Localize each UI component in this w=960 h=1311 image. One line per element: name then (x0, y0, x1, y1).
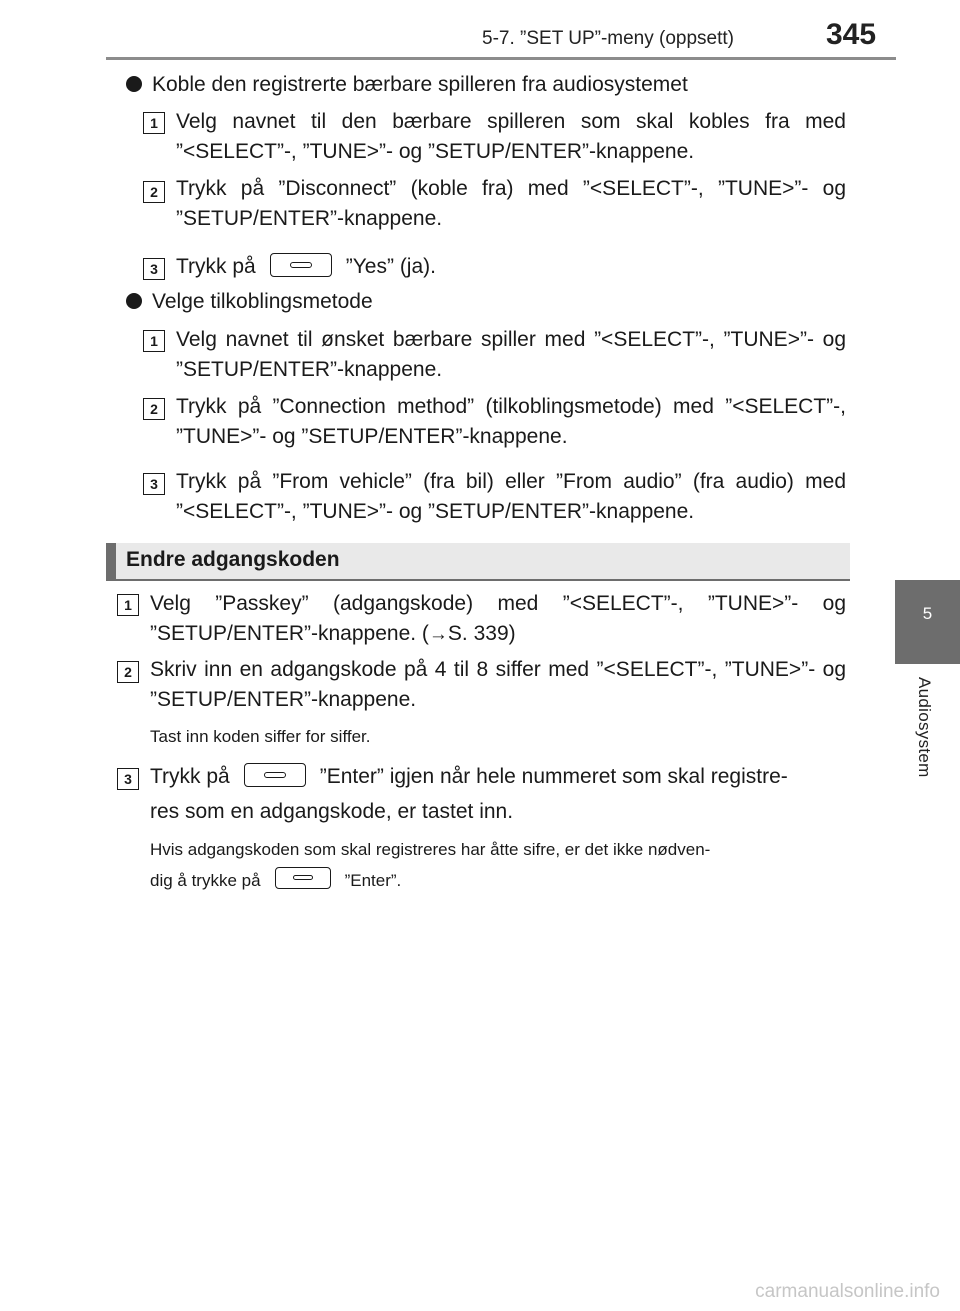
step-text-with-button (176, 252, 846, 282)
page-number: 345 (826, 18, 877, 51)
step-text: Trykk på ”Connection method” (tilkoblingsmetode) med ”<SELECT”-, ”TUNE>”- og ”SETUP/ENTER”-knappene. (176, 395, 846, 448)
chapter-number: 5 (922, 604, 933, 623)
step-badge: 3 (143, 258, 165, 280)
step-text-part: Velg ”Passkey” (adgangskode) med ”<SELECT”-, ”TUNE>”- og ”SETUP/ENTER”-knappene. ( (150, 592, 846, 645)
bullet-heading-text: Koble den registrerte bærbare spilleren fra audiosystemet (152, 73, 688, 96)
step-text-line2: res som en adgangskode, er tastet inn. (150, 800, 514, 823)
note-text-part: ”Enter”. (344, 871, 402, 890)
step-badge: 3 (117, 768, 139, 790)
section-header: 5-7. ”SET UP”-meny (oppsett) (482, 28, 735, 49)
bullet-icon (126, 76, 142, 92)
section-header-rule (106, 579, 850, 581)
note-text-part: dig å trykke på (150, 871, 261, 890)
watermark: carmanualsonline.info (755, 1281, 940, 1302)
enter-button-icon (270, 253, 332, 277)
right-arrow-icon: → (428, 624, 448, 645)
section-title: Endre adgangskoden (126, 548, 340, 571)
page-reference[interactable]: S. 339) (447, 622, 516, 645)
bullet-heading-disconnect (126, 70, 850, 100)
bullet-heading-text: Velge tilkoblingsmetode (152, 290, 373, 313)
step-text-part: Trykk på (150, 765, 230, 788)
step-badge: 2 (143, 181, 165, 203)
step-badge: 1 (143, 112, 165, 134)
step-text: Velg navnet til ønsket bærbare spiller med ”<SELECT”-, ”TUNE>”- og ”SETUP/ENTER”-knappene. (176, 328, 846, 381)
step-badge: 1 (143, 330, 165, 352)
step-text: Trykk på ”From vehicle” (fra bil) eller ”From audio” (fra audio) med ”<SELECT”-, ”TUNE>”- og ”SETUP/ENTER”-knappene. (176, 470, 846, 523)
step-text-with-button (150, 762, 846, 792)
step-badge: 1 (117, 594, 139, 616)
header-divider (106, 57, 896, 60)
step-text: Velg navnet til den bærbare spilleren som skal kobles fra med ”<SELECT”-, ”TUNE>”- og ”SETUP/ENTER”-knappene. (176, 110, 846, 163)
step-text-part: Trykk på (176, 255, 256, 278)
step-text-part: ”Yes” (ja). (345, 255, 436, 278)
step-badge: 3 (143, 473, 165, 495)
bullet-icon (126, 293, 142, 309)
step-badge: 2 (117, 661, 139, 683)
step-text: Trykk på ”Disconnect” (koble fra) med ”<SELECT”-, ”TUNE>”- og ”SETUP/ENTER”-knappene. (176, 177, 846, 230)
enter-button-icon (244, 763, 306, 787)
step-note: Hvis adgangskoden som skal registreres har åtte sifre, er det ikke nødven- (150, 840, 711, 859)
step-note-with-button (150, 866, 846, 896)
bullet-heading-connection (126, 287, 850, 317)
enter-button-icon (275, 867, 331, 889)
chapter-label: Audiosystem (915, 677, 934, 778)
step-text: Skriv inn en adgangskode på 4 til 8 siffer med ”<SELECT”-, ”TUNE>”- og ”SETUP/ENTER”-knappene. (150, 658, 846, 711)
step-badge: 2 (143, 398, 165, 420)
step-text-with-ref (150, 589, 846, 650)
step-note: Tast inn koden siffer for siffer. (150, 727, 371, 746)
step-text-part: ”Enter” igjen når hele nummeret som skal registre- (319, 765, 788, 788)
